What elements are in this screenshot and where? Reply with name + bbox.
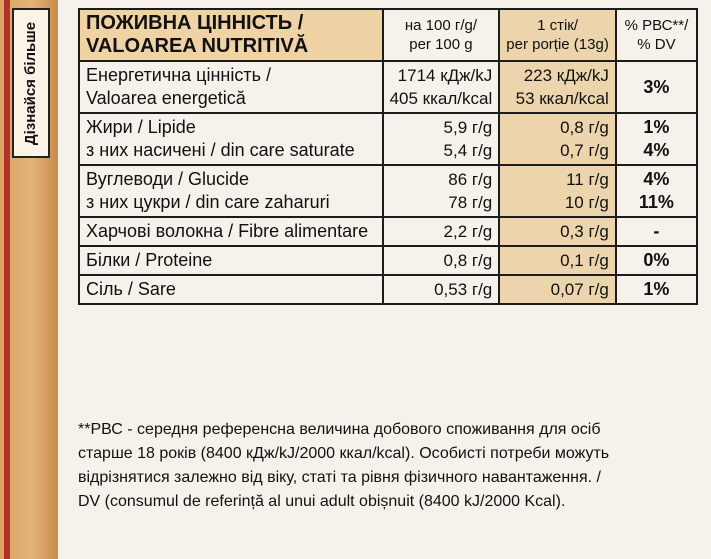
table-row-fibre (79, 217, 697, 246)
per100-value: 0,8 г/g (383, 246, 500, 275)
table-row-energy (79, 61, 697, 113)
serving-value: 0,1 г/g (499, 246, 616, 275)
per100-header: на 100 г/g/ per 100 g (383, 9, 500, 61)
nutrient-name: Енергетична цінність / Valoarea energetică (79, 61, 383, 113)
table-row-fat (79, 113, 697, 165)
nutrient-name: Білки / Proteine (79, 246, 383, 275)
per100-value: 2,2 г/g (383, 217, 500, 246)
nutrient-name: Сіль / Sare (79, 275, 383, 304)
serving-value: 0,8 г/g 0,7 г/g (499, 113, 616, 165)
nutrition-title: ПОЖИВНА ЦІННІСТЬ / VALOAREA NUTRITIVĂ (79, 9, 383, 61)
learn-more-label: Дізнайся більше (22, 21, 40, 145)
table-row-carbs (79, 165, 697, 217)
dv-value: 4% 11% (616, 165, 697, 217)
dv-value: - (616, 217, 697, 246)
nutrient-name: Жири / Lipide з них насичені / din care saturate (79, 113, 383, 165)
per100-value: 5,9 г/g 5,4 г/g (383, 113, 500, 165)
nutrition-panel (58, 0, 711, 559)
table-row-salt (79, 275, 697, 304)
nutrient-name: Вуглеводи / Glucide з них цукри / din care zaharuri (79, 165, 383, 217)
nutrition-table (78, 8, 698, 305)
serving-header: 1 стік/ per porție (13g) (499, 9, 616, 61)
table-header-row (79, 9, 697, 61)
dv-value: 1% (616, 275, 697, 304)
dv-value: 3% (616, 61, 697, 113)
red-edge-stripe (4, 0, 10, 559)
per100-value: 1714 кДж/kJ 405 ккал/kcal (383, 61, 500, 113)
dv-header: % РВС**/ % DV (616, 9, 697, 61)
per100-value: 86 г/g 78 г/g (383, 165, 500, 217)
dv-value: 0% (616, 246, 697, 275)
serving-value: 0,3 г/g (499, 217, 616, 246)
serving-value: 223 кДж/kJ 53 ккал/kcal (499, 61, 616, 113)
serving-value: 0,07 г/g (499, 275, 616, 304)
per100-value: 0,53 г/g (383, 275, 500, 304)
nutrient-name: Харчові волокна / Fibre alimentare (79, 217, 383, 246)
table-row-protein (79, 246, 697, 275)
learn-more-tab (12, 8, 50, 158)
footnote: **РВС - середня референсна величина добового споживання для осіб старше 18 років (8400 кДж/kJ/2000 ккал/kcal). Особисті потреби можуть відрізнятися залежно від віку, статі та рівня фізичного навантаження. / DV (consumul de referință al unui adult obișnuit (8400 kJ/2000 Kcal). (78, 421, 610, 510)
serving-value: 11 г/g 10 г/g (499, 165, 616, 217)
dv-value: 1% 4% (616, 113, 697, 165)
